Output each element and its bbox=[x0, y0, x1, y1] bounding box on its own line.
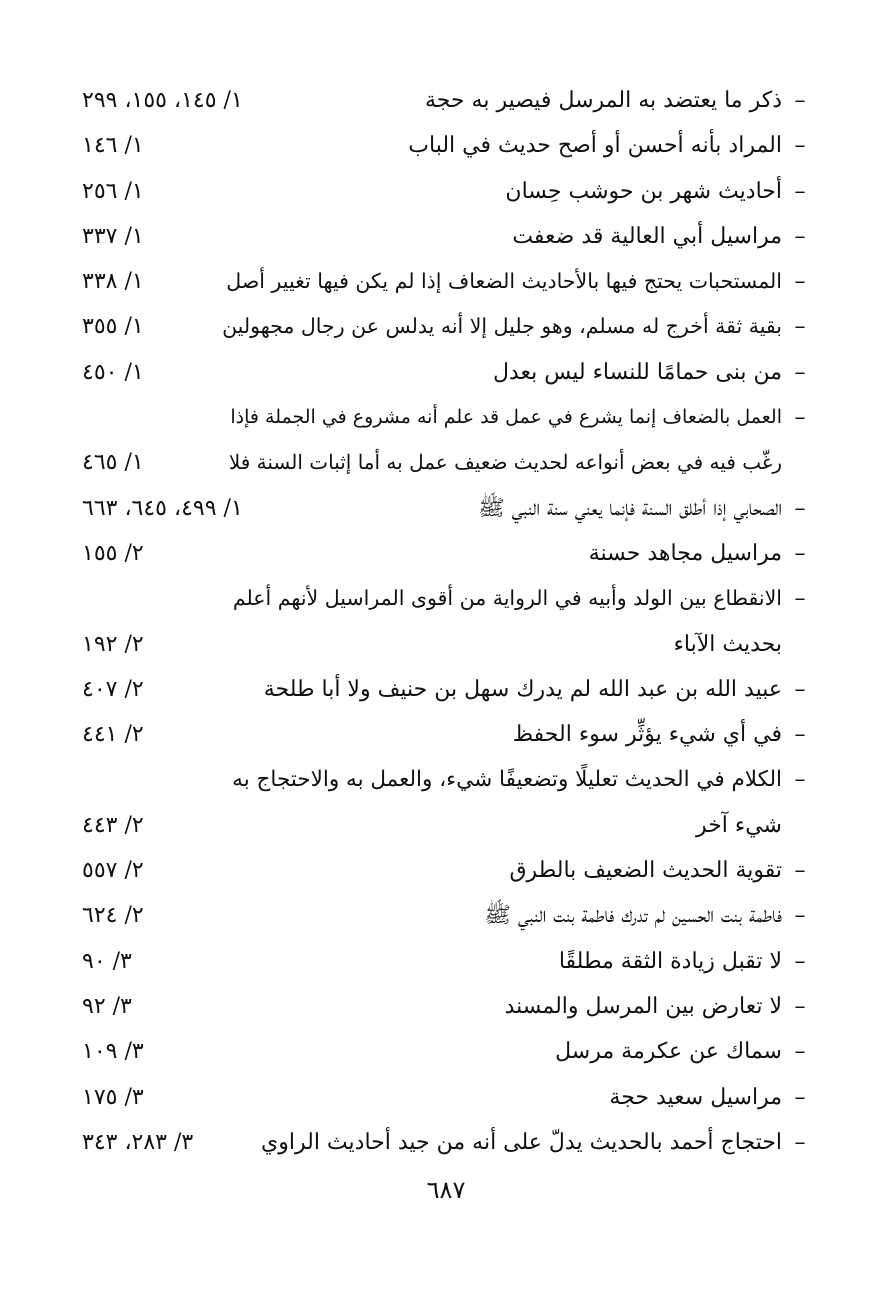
entry-dash: – bbox=[794, 858, 806, 884]
entry-dash: – bbox=[794, 178, 806, 204]
entry-text: أحاديث شهر بن حوشب حِسان bbox=[505, 178, 782, 204]
entry-dash: – bbox=[794, 586, 806, 612]
entry-page-ref: ١/ ١٤٥، ١٥٥، ٢٩٩ bbox=[82, 88, 243, 113]
index-entry bbox=[82, 848, 812, 893]
entry-text: من بنى حمامًا للنساء ليس بعدل bbox=[492, 359, 782, 385]
entry-text: الكلام في الحديث تعليلًا وتضعيفًا شيء، والعمل به والاحتجاج به bbox=[232, 767, 782, 793]
entry-dash: – bbox=[794, 1039, 806, 1065]
entry-page-ref: ١/ ٤٦٥ bbox=[82, 450, 144, 476]
index-list bbox=[82, 78, 812, 1165]
entry-dash: – bbox=[794, 676, 806, 702]
entry-page-ref: ١/ ٣٣٨ bbox=[82, 269, 144, 295]
entry-page-ref: ١/ ١٤٦ bbox=[82, 133, 144, 159]
entry-text: مراسيل أبي العالية قد ضعفت bbox=[512, 223, 782, 249]
entry-dash: – bbox=[794, 722, 806, 748]
entry-dash: – bbox=[794, 133, 806, 159]
entry-page-ref: ٢/ ٤٠٧ bbox=[82, 676, 144, 702]
entry-text: المستحبات يحتج فيها بالأحاديث الضعاف إذا لم يكن فيها تغيير أصل bbox=[226, 269, 782, 294]
index-entry bbox=[82, 350, 812, 395]
entry-page-ref: ١/ ٤٥٠ bbox=[82, 359, 144, 385]
entry-text: العمل بالضعاف إنما يشرع في عمل قد علم أنه مشروع في الجملة فإذا bbox=[230, 406, 782, 429]
entry-dash: – bbox=[794, 903, 806, 929]
entry-dash: – bbox=[794, 993, 806, 1019]
entry-text: مراسيل سعيد حجة bbox=[609, 1084, 782, 1110]
entry-page-ref: ١/ ٤٩٩، ٦٤٥، ٦٦٣ bbox=[82, 495, 243, 521]
entry-text: مراسيل مجاهد حسنة bbox=[588, 540, 782, 566]
index-entry bbox=[82, 1120, 812, 1165]
entry-dash: – bbox=[794, 314, 806, 340]
entry-page-ref: ١/ ٣٣٧ bbox=[82, 223, 144, 249]
entry-text: في أي شيء يؤثِّر سوء الحفظ bbox=[512, 722, 782, 748]
entry-page-ref: ٢/ ٦٢٤ bbox=[82, 903, 144, 929]
index-entry bbox=[82, 712, 812, 757]
index-entry bbox=[82, 123, 812, 168]
entry-continuation-text: شيء آخر bbox=[696, 812, 782, 838]
entry-dash: – bbox=[794, 405, 806, 431]
index-entry bbox=[82, 214, 812, 259]
entry-text: سماك عن عكرمة مرسل bbox=[555, 1039, 782, 1065]
entry-dash: – bbox=[794, 223, 806, 249]
entry-text: الانقطاع بين الولد وأبيه في الرواية من أقوى المراسيل لأنهم أعلم bbox=[232, 586, 782, 611]
entry-text: بقية ثقة أخرج له مسلم، وهو جليل إلا أنه يدلس عن رجال مجهولين bbox=[222, 314, 782, 339]
entry-dash: – bbox=[794, 540, 806, 566]
entry-dash: – bbox=[794, 495, 806, 521]
entry-dash: – bbox=[794, 1084, 806, 1110]
index-entry bbox=[82, 531, 812, 576]
index-entry bbox=[82, 576, 812, 621]
index-entry bbox=[82, 259, 812, 304]
index-entry bbox=[82, 893, 812, 938]
entry-text: تقوية الحديث الضعيف بالطرق bbox=[509, 858, 782, 884]
entry-text: الصحابي إذا أطلق السنة فإنما يعني سنة النبي ﷺ bbox=[478, 495, 782, 521]
entry-page-ref: ٣/ ١٠٩ bbox=[82, 1039, 144, 1065]
index-entry-continuation bbox=[82, 622, 812, 667]
entry-page-ref: ٣/ ٩٠ bbox=[82, 948, 132, 974]
index-entry bbox=[82, 169, 812, 214]
entry-text: المراد بأنه أحسن أو أصح حديث في الباب bbox=[408, 133, 782, 159]
index-entry bbox=[82, 304, 812, 349]
entry-text: ذكر ما يعتضد به المرسل فيصير به حجة bbox=[424, 88, 782, 113]
entry-dash: – bbox=[794, 1129, 806, 1155]
entry-page-ref: ٢/ ٤٤٣ bbox=[82, 812, 144, 838]
entry-page-ref: ١/ ٣٥٥ bbox=[82, 314, 144, 340]
entry-dash: – bbox=[794, 269, 806, 295]
entry-page-ref: ١/ ٢٥٦ bbox=[82, 178, 144, 204]
entry-text: احتجاج أحمد بالحديث يدلّ على أنه من جيد أحاديث الراوي bbox=[261, 1129, 782, 1155]
index-entry bbox=[82, 1075, 812, 1120]
index-entry-continuation bbox=[82, 440, 812, 485]
entry-page-ref: ٢/ ٤٤١ bbox=[82, 722, 144, 748]
entry-continuation-text: بحديث الآباء bbox=[673, 631, 782, 657]
entry-page-ref: ٣/ ٩٢ bbox=[82, 993, 132, 1019]
entry-page-ref: ٢/ ٥٥٧ bbox=[82, 858, 144, 884]
entry-continuation-text: رغّب فيه في بعض أنواعه لحديث ضعيف عمل به أما إثبات السنة فلا bbox=[228, 450, 782, 475]
entry-dash: – bbox=[794, 88, 806, 113]
page-number: ٦٨٧ bbox=[426, 1176, 466, 1204]
entry-dash: – bbox=[794, 359, 806, 385]
entry-text: عبيد الله بن عبد الله لم يدرك سهل بن حنيف ولا أبا طلحة bbox=[263, 676, 782, 702]
index-entry bbox=[82, 757, 812, 802]
entry-page-ref: ٣/ ١٧٥ bbox=[82, 1084, 144, 1110]
entry-page-ref: ٢/ ١٥٥ bbox=[82, 540, 144, 566]
entry-text: لا تقبل زيادة الثقة مطلقًا bbox=[558, 948, 782, 974]
index-entry bbox=[82, 667, 812, 712]
entry-dash: – bbox=[794, 767, 806, 793]
entry-page-ref: ٢/ ١٩٢ bbox=[82, 631, 144, 657]
entry-text: فاطمة بنت الحسين لم تدرك فاطمة بنت النبي ﷺ bbox=[484, 903, 782, 929]
entry-text: لا تعارض بين المرسل والمسند bbox=[504, 993, 782, 1019]
index-entry-continuation bbox=[82, 803, 812, 848]
index-entry bbox=[82, 78, 812, 123]
index-entry bbox=[82, 1029, 812, 1074]
index-entry bbox=[82, 939, 812, 984]
entry-page-ref: ٣/ ٢٨٣، ٣٤٣ bbox=[82, 1129, 194, 1155]
index-entry bbox=[82, 486, 812, 531]
index-entry bbox=[82, 984, 812, 1029]
entry-dash: – bbox=[794, 948, 806, 974]
index-entry bbox=[82, 395, 812, 440]
